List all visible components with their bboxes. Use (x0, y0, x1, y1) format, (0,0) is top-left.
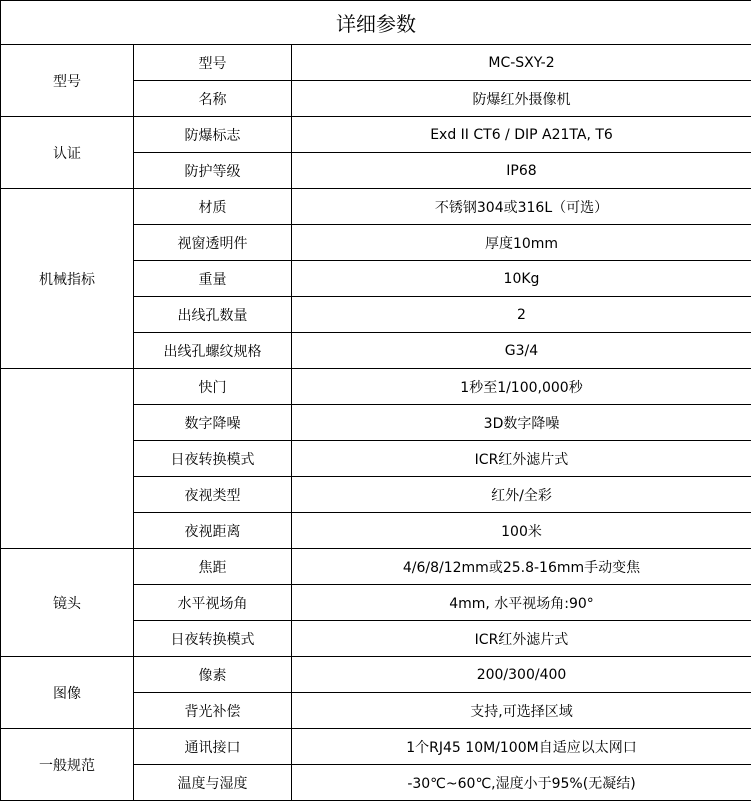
category-cell (1, 369, 134, 549)
param-name-cell: 出线孔螺纹规格 (134, 333, 292, 369)
category-cell: 认证 (1, 117, 134, 189)
table-title: 详细参数 (1, 1, 751, 45)
param-value-cell: 4mm, 水平视场角:90° (292, 585, 751, 621)
param-name-cell: 型号 (134, 45, 292, 81)
param-value-cell: 3D数字降噪 (292, 405, 751, 441)
param-name-cell: 视窗透明件 (134, 225, 292, 261)
param-value-cell: Exd II CT6 / DIP A21TA, T6 (292, 117, 751, 153)
param-value-cell: G3/4 (292, 333, 751, 369)
param-value-cell: ICR红外滤片式 (292, 621, 751, 657)
param-name-cell: 背光补偿 (134, 693, 292, 729)
category-cell: 镜头 (1, 549, 134, 657)
param-name-cell: 防爆标志 (134, 117, 292, 153)
param-value-cell: -30℃~60℃,湿度小于95%(无凝结) (292, 765, 751, 801)
param-value-cell: 200/300/400 (292, 657, 751, 693)
param-value-cell: 1秒至1/100,000秒 (292, 369, 751, 405)
param-name-cell: 名称 (134, 81, 292, 117)
param-value-cell: 厚度10mm (292, 225, 751, 261)
param-value-cell: 4/6/8/12mm或25.8-16mm手动变焦 (292, 549, 751, 585)
param-value-cell: 100米 (292, 513, 751, 549)
param-name-cell: 夜视距离 (134, 513, 292, 549)
table-row (1, 117, 751, 153)
param-name-cell: 重量 (134, 261, 292, 297)
param-name-cell: 通讯接口 (134, 729, 292, 765)
param-value-cell: 支持,可选择区域 (292, 693, 751, 729)
param-value-cell: 10Kg (292, 261, 751, 297)
table-row (1, 657, 751, 693)
category-cell: 型号 (1, 45, 134, 117)
category-cell: 图像 (1, 657, 134, 729)
category-cell: 一般规范 (1, 729, 134, 801)
param-name-cell: 像素 (134, 657, 292, 693)
param-value-cell: MC-SXY-2 (292, 45, 751, 81)
param-value-cell: 红外/全彩 (292, 477, 751, 513)
param-value-cell: IP68 (292, 153, 751, 189)
param-name-cell: 防护等级 (134, 153, 292, 189)
param-value-cell: 2 (292, 297, 751, 333)
category-cell: 机械指标 (1, 189, 134, 369)
param-name-cell: 焦距 (134, 549, 292, 585)
table-row (1, 549, 751, 585)
param-name-cell: 温度与湿度 (134, 765, 292, 801)
table-row (1, 189, 751, 225)
param-value-cell: ICR红外滤片式 (292, 441, 751, 477)
table-row (1, 369, 751, 405)
table-row (1, 729, 751, 765)
param-value-cell: 防爆红外摄像机 (292, 81, 751, 117)
spec-table-body (1, 45, 751, 801)
param-name-cell: 夜视类型 (134, 477, 292, 513)
param-name-cell: 水平视场角 (134, 585, 292, 621)
param-name-cell: 日夜转换模式 (134, 621, 292, 657)
table-row (1, 45, 751, 81)
param-name-cell: 材质 (134, 189, 292, 225)
param-value-cell: 不锈钢304或316L（可选） (292, 189, 751, 225)
param-name-cell: 日夜转换模式 (134, 441, 292, 477)
param-name-cell: 数字降噪 (134, 405, 292, 441)
param-value-cell: 1个RJ45 10M/100M自适应以太网口 (292, 729, 751, 765)
param-name-cell: 出线孔数量 (134, 297, 292, 333)
param-name-cell: 快门 (134, 369, 292, 405)
